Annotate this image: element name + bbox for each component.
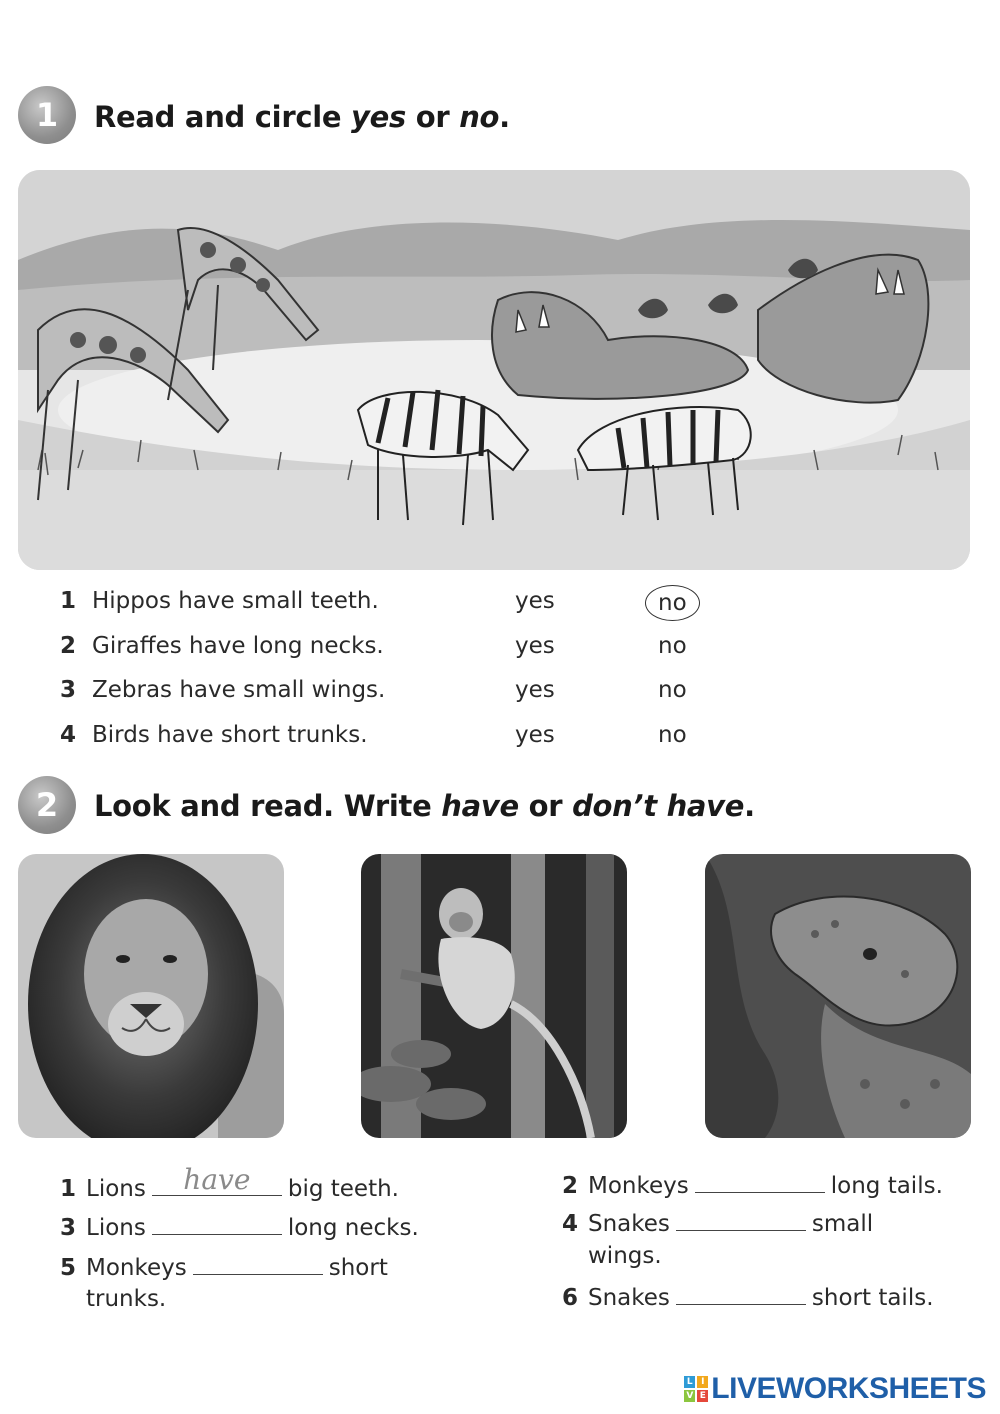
item-ending: short tails.: [811, 1285, 934, 1311]
fill-in-item: [60, 1163, 399, 1202]
exercise-2-heading: Look and read. Write have or don’t have.: [94, 789, 755, 823]
item-ending-continued: trunks.: [86, 1286, 167, 1312]
liveworksheets-logo[interactable]: [684, 1372, 986, 1406]
answer-blank[interactable]: [152, 1163, 282, 1196]
item-continuation: [86, 1286, 166, 1312]
logo-mark-letter: V: [684, 1390, 695, 1402]
question-text: Zebras have small wings.: [92, 677, 386, 703]
fill-in-item: [562, 1207, 873, 1237]
no-option-circled[interactable]: [658, 588, 700, 621]
fill-in-item: [562, 1281, 934, 1311]
answer-blank[interactable]: [676, 1281, 806, 1305]
item-ending: small: [811, 1211, 874, 1237]
item-subject: Monkeys: [86, 1255, 187, 1281]
fill-in-item: [60, 1211, 419, 1241]
answer-blank[interactable]: [695, 1169, 825, 1193]
item-continuation: [588, 1243, 662, 1269]
question-text: Giraffes have long necks.: [92, 633, 384, 659]
item-ending: short: [328, 1255, 388, 1281]
answer-blank[interactable]: [152, 1211, 282, 1235]
item-subject: Lions: [86, 1215, 146, 1241]
item-subject: Snakes: [588, 1285, 670, 1311]
yes-option[interactable]: yes: [515, 633, 555, 659]
item-number: 3: [60, 1215, 77, 1241]
no-option[interactable]: no: [658, 722, 687, 748]
question-number: 4: [60, 722, 77, 748]
item-subject: Snakes: [588, 1211, 670, 1237]
lion-photo: [18, 854, 284, 1138]
item-subject: Lions: [86, 1176, 146, 1202]
exercise-number-badge: [18, 776, 76, 834]
item-number: 6: [562, 1285, 579, 1311]
logo-mark-letter: I: [697, 1376, 708, 1388]
item-ending: long necks.: [287, 1215, 419, 1241]
circled-answer: no: [645, 585, 700, 621]
question-number: 1: [60, 588, 77, 614]
no-option[interactable]: no: [658, 633, 687, 659]
item-ending: big teeth.: [287, 1176, 399, 1202]
answer-blank[interactable]: [676, 1207, 806, 1231]
snake-photo: [705, 854, 971, 1138]
question-number: 2: [60, 633, 77, 659]
exercise-number: 2: [35, 786, 59, 824]
question-number: 3: [60, 677, 77, 703]
exercise-number-badge: [18, 86, 76, 144]
monkey-photo: [361, 854, 627, 1138]
item-subject: Monkeys: [588, 1173, 689, 1199]
item-number: 1: [60, 1176, 77, 1202]
answer-blank[interactable]: [193, 1251, 323, 1275]
item-number: 2: [562, 1173, 579, 1199]
logo-mark-icon: [684, 1376, 708, 1402]
logo-wordmark: LIVEWORKSHEETS: [711, 1372, 986, 1405]
item-ending: long tails.: [830, 1173, 943, 1199]
yes-option[interactable]: yes: [515, 722, 555, 748]
item-number: 4: [562, 1211, 579, 1237]
answer-text: have: [183, 1163, 251, 1196]
fill-in-item: [562, 1169, 943, 1199]
item-number: 5: [60, 1255, 77, 1281]
yes-option[interactable]: yes: [515, 677, 555, 703]
savanna-illustration: [18, 170, 970, 570]
yes-option[interactable]: yes: [515, 588, 555, 614]
question-text: Hippos have small teeth.: [92, 588, 379, 614]
question-text: Birds have short trunks.: [92, 722, 368, 748]
logo-mark-letter: E: [697, 1390, 708, 1402]
exercise-number: 1: [35, 96, 59, 134]
exercise-1-heading: Read and circle yes or no.: [94, 100, 510, 134]
fill-in-item: [60, 1251, 388, 1281]
no-option[interactable]: no: [658, 677, 687, 703]
logo-mark-letter: L: [684, 1376, 695, 1388]
item-ending-continued: wings.: [588, 1243, 662, 1269]
